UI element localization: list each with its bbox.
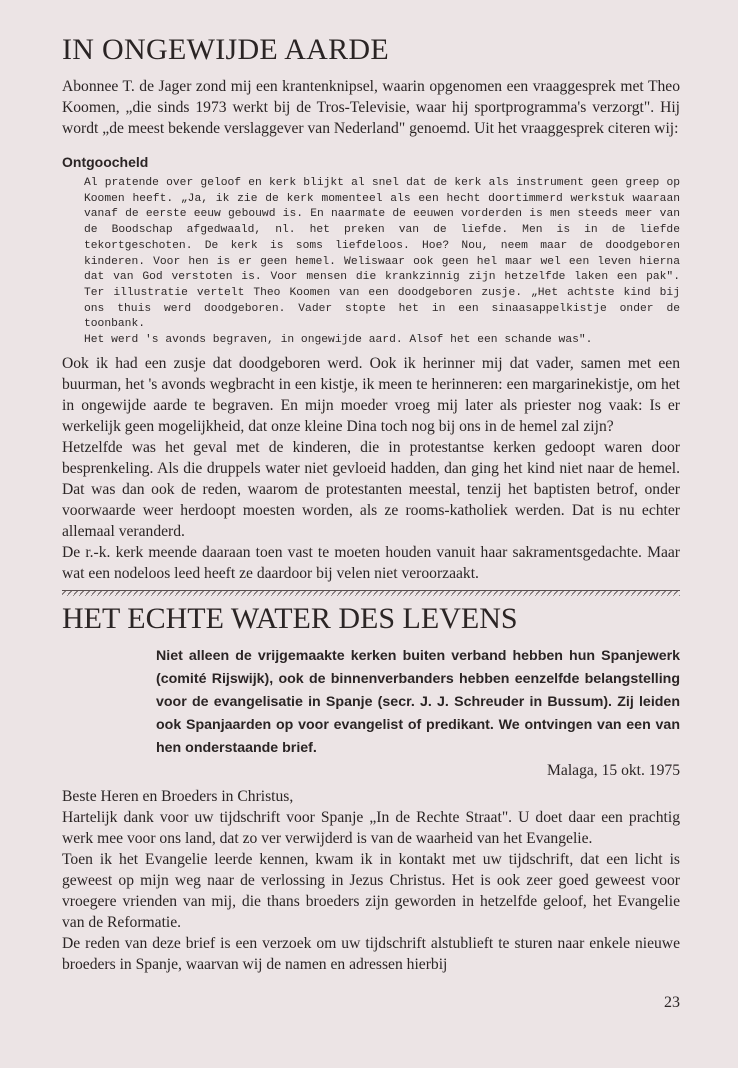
section-heading: Ontgoocheld xyxy=(62,154,149,170)
body-paragraph: Hetzelfde was het geval met de kinderen, die in protestantse kerken gedoopt waren door besprenkeling. Als die druppels water niet gevloeid hadden, dan ging het kind niet naar de hemel. Dat was dan ook de reden, waarom de protestanten meestal, tenzij het baptisten betrof, onder voorwaarde weer herdoopt moesten worden, als ze rooms-katholiek werden. Dat is nu echter allemaal veranderd. xyxy=(62,438,680,540)
article-intro xyxy=(62,76,680,139)
letter-paragraph: Toen ik het Evangelie leerde kennen, kwam ik in kontakt met uw tijdschrift, dat een licht is geweest op mijn weg naar de verlossing in Jezus Christus. Het is ook zeer goed geweest voor vroegere vrienden van mij, die thans broeders zijn geworden in hetzelfde geloof, het Evangelie van de Reformatie. xyxy=(62,850,680,931)
letter-salutation: Beste Heren en Broeders in Christus, xyxy=(62,787,294,805)
body-paragraph: De r.-k. kerk meende daaraan toen vast te moeten houden vanuit haar sakramentsgedachte. Maar wat een nodeloos leed heeft ze daardoor bij velen niet veroorzaakt. xyxy=(62,543,680,582)
article-title: IN ONGEWIJDE AARDE xyxy=(62,33,390,66)
section-divider xyxy=(62,590,680,597)
intro-paragraph: Abonnee T. de Jager zond mij een krantenknipsel, waarin opgenomen een vraaggesprek met Theo Koomen, „die sinds 1973 werkt bij de Tros-Televisie, waar hij sportprogramma's verzorgt". Hij wordt „de meest bekende verslaggever van Nederland" genoemd. Uit het vraaggesprek citeren wij: xyxy=(62,78,680,137)
page-number: 23 xyxy=(664,994,680,1011)
letter-date: Malaga, 15 okt. 1975 xyxy=(547,761,680,779)
quote-block xyxy=(84,176,680,349)
body-paragraph: Ook ik had een zusje dat doodgeboren werd. Ook ik herinner mij dat vader, samen met een buurman, het 's avonds wegbracht in een kistje, ik meen te herinneren: een margarinekistje, om het in ongewijde aarde te begraven. En mijn moeder vroeg mij later als priester nog vaak: Is er werkelijk geen mogelijkheid, dat onze kleine Dina toch nog bij ons in de hemel zal zijn? xyxy=(62,354,680,435)
article-body xyxy=(62,353,680,584)
quote-paragraph: Al pratende over geloof en kerk blijkt al snel dat de kerk als instrument geen greep op Koomen heeft. „Ja, ik zie de kerk momenteel als een hecht doortimmerd werkstuk waaraan vanaf de eerste eeuw gebouwd is. En naarmate de eeuwen vorderden is men steeds meer van de Boodschap afgedwaald, nl. het preken van de liefde. Men is in de liefde tekortgeschoten. De kerk is soms liefdeloos. Hoe? Nou, neem maar de doodgeboren kinderen. Voor hen is er geen hemel. Weliswaar ook geen hel maar wel een leven hierna dat van God verstoten is. Voor mensen die krankzinnig zijn hetzelfde laken een pak". Ter illustratie vertelt Theo Koomen van een doodgeboren zusje. „Het achtste kind bij ons thuis werd doodgeboren. Vader stopte het in een sinaasappelkistje onder de toonbank. xyxy=(84,177,680,331)
letter-paragraph: De reden van deze brief is een verzoek om uw tijdschrift alstublieft te sturen naar enkele nieuwe broeders in Spanje, waarvan wij de namen en adressen hierbij xyxy=(62,934,680,973)
page-content xyxy=(62,32,680,975)
quote-paragraph: Het werd 's avonds begraven, in ongewijde aard. Alsof het een schande was". xyxy=(84,334,593,347)
letter-body xyxy=(62,786,680,975)
letter-paragraph: Hartelijk dank voor uw tijdschrift voor Spanje „In de Rechte Straat". U doet daar een prachtig werk mee voor ons land, dat zo ver verwijderd is van de waarheid van het Evangelie. xyxy=(62,808,680,847)
article-lead: Niet alleen de vrijgemaakte kerken buiten verband hebben hun Spanjewerk (comité Rijswijk), ook de binnenverbanders hebben eenzelfde belangstelling voor de evangelisatie in Spanje (secr. J. J. Schreuder in Bussum). Zij leiden ook Spanjaarden op voor evangelist of predikant. We ontvingen van een van hen onderstaande brief. xyxy=(156,647,680,756)
article-title: HET ECHTE WATER DES LEVENS xyxy=(62,601,518,635)
